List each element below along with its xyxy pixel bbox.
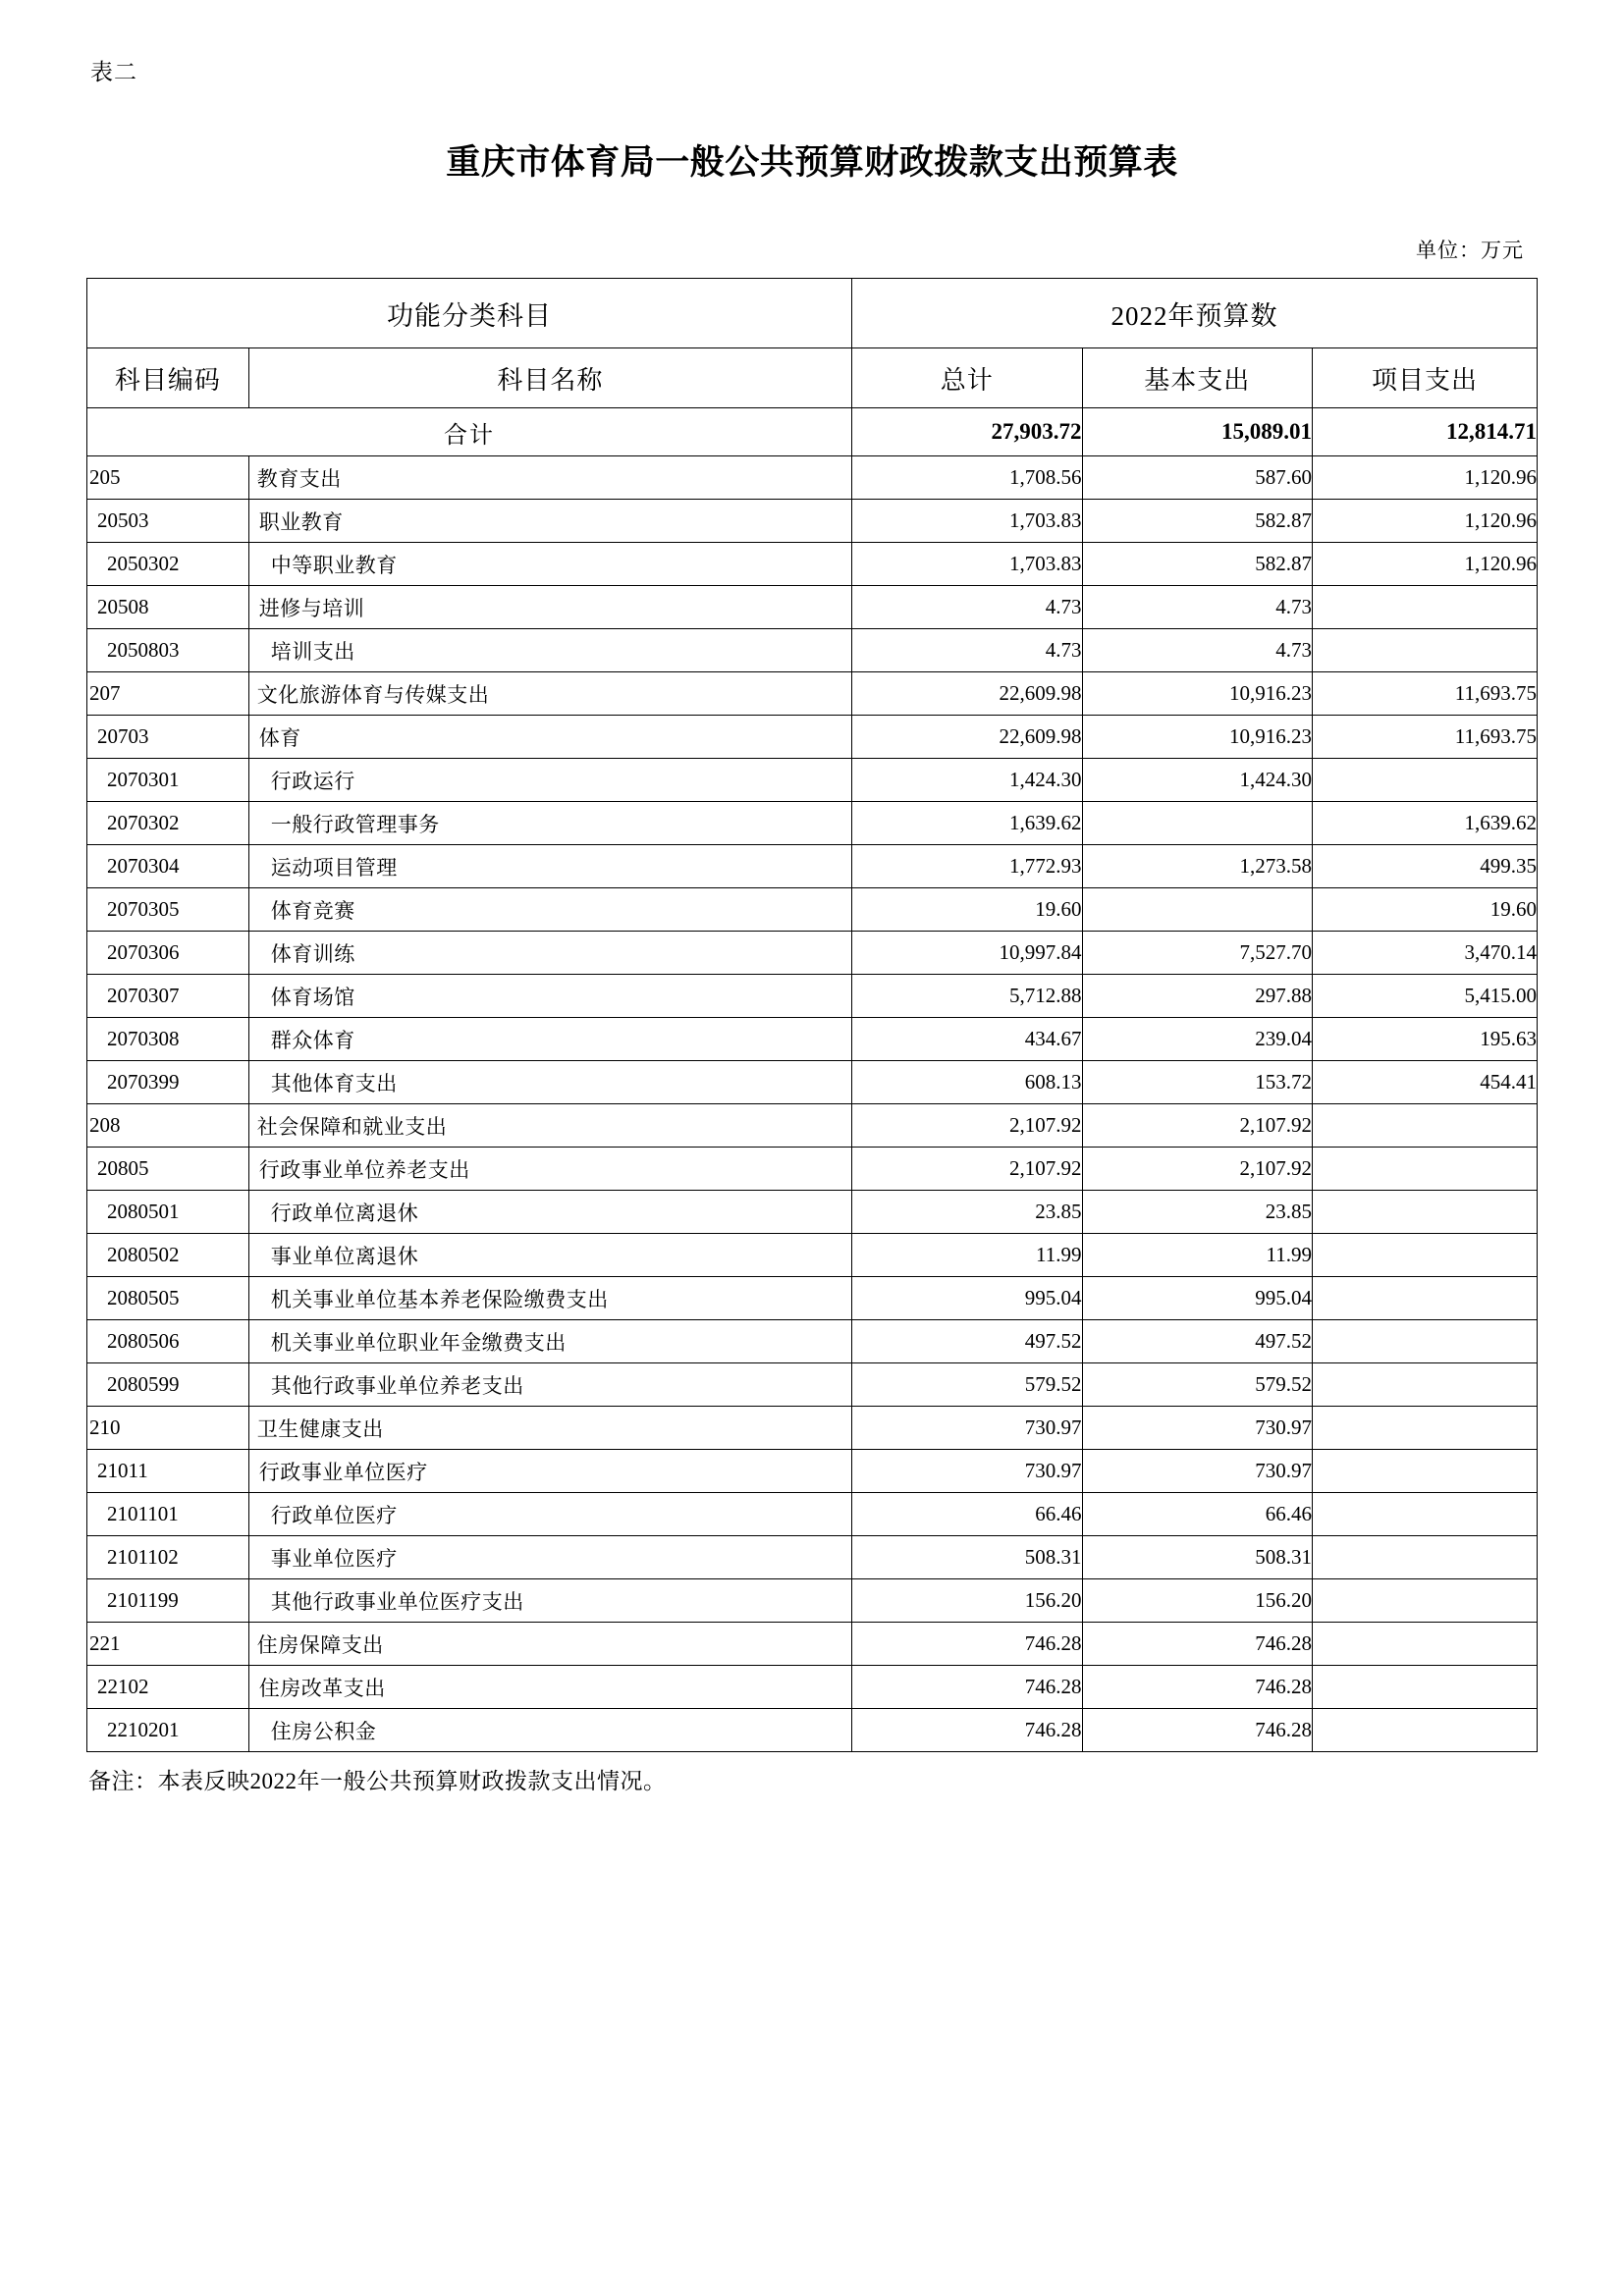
cell-total-value: 746.28 xyxy=(851,1623,1082,1666)
cell-total-value: 1,772.93 xyxy=(851,845,1082,888)
table-row xyxy=(87,1536,1538,1579)
cell-subject-code: 205 xyxy=(87,456,249,500)
cell-project-value xyxy=(1313,1536,1538,1579)
cell-subject-code: 2070399 xyxy=(87,1061,249,1104)
cell-subject-code: 207 xyxy=(87,672,249,716)
table-row-grand-total xyxy=(87,408,1538,456)
cell-total-value: 19.60 xyxy=(851,888,1082,932)
cell-total-value: 497.52 xyxy=(851,1320,1082,1363)
cell-project-value xyxy=(1313,1709,1538,1752)
table-row xyxy=(87,1234,1538,1277)
cell-total-value: 22,609.98 xyxy=(851,716,1082,759)
table-row xyxy=(87,975,1538,1018)
cell-total-value: 2,107.92 xyxy=(851,1148,1082,1191)
cell-subject-name: 体育场馆 xyxy=(248,975,851,1018)
cell-subject-name: 机关事业单位基本养老保险缴费支出 xyxy=(248,1277,851,1320)
cell-project-value xyxy=(1313,1277,1538,1320)
cell-total-value: 746.28 xyxy=(851,1666,1082,1709)
cell-project-value xyxy=(1313,1579,1538,1623)
cell-project-value xyxy=(1313,629,1538,672)
cell-subject-code: 2070307 xyxy=(87,975,249,1018)
cell-project-value xyxy=(1313,1191,1538,1234)
cell-subject-name: 其他体育支出 xyxy=(248,1061,851,1104)
cell-subject-name: 体育训练 xyxy=(248,932,851,975)
cell-subject-name: 体育 xyxy=(248,716,851,759)
cell-project-value xyxy=(1313,586,1538,629)
cell-basic-value: 497.52 xyxy=(1082,1320,1313,1363)
header-budget-year: 2022年预算数 xyxy=(851,279,1537,348)
table-row xyxy=(87,629,1538,672)
cell-subject-code: 2101101 xyxy=(87,1493,249,1536)
cell-project-value xyxy=(1313,1104,1538,1148)
table-row xyxy=(87,759,1538,802)
cell-project-value xyxy=(1313,1363,1538,1407)
table-row xyxy=(87,1191,1538,1234)
cell-basic-value: 239.04 xyxy=(1082,1018,1313,1061)
cell-basic-value: 153.72 xyxy=(1082,1061,1313,1104)
table-header-sub-row xyxy=(87,348,1538,408)
cell-subject-code: 221 xyxy=(87,1623,249,1666)
cell-basic-value: 66.46 xyxy=(1082,1493,1313,1536)
table-row xyxy=(87,1579,1538,1623)
cell-subject-code: 2101102 xyxy=(87,1536,249,1579)
table-row xyxy=(87,1407,1538,1450)
cell-basic-value: 730.97 xyxy=(1082,1450,1313,1493)
header-total: 总计 xyxy=(851,348,1082,408)
table-row xyxy=(87,1320,1538,1363)
cell-subject-code: 2070304 xyxy=(87,845,249,888)
cell-basic-value: 995.04 xyxy=(1082,1277,1313,1320)
cell-subject-code: 210 xyxy=(87,1407,249,1450)
cell-subject-code: 2070301 xyxy=(87,759,249,802)
cell-basic-value: 587.60 xyxy=(1082,456,1313,500)
table-row xyxy=(87,456,1538,500)
cell-basic-value: 1,424.30 xyxy=(1082,759,1313,802)
cell-subject-code: 2080505 xyxy=(87,1277,249,1320)
cell-subject-code: 208 xyxy=(87,1104,249,1148)
cell-basic-value: 1,273.58 xyxy=(1082,845,1313,888)
cell-subject-name: 行政事业单位医疗 xyxy=(248,1450,851,1493)
cell-basic-value: 4.73 xyxy=(1082,586,1313,629)
cell-subject-name: 行政单位离退休 xyxy=(248,1191,851,1234)
cell-total-value: 730.97 xyxy=(851,1407,1082,1450)
cell-project-value xyxy=(1313,1623,1538,1666)
cell-total-value: 1,639.62 xyxy=(851,802,1082,845)
table-row xyxy=(87,586,1538,629)
cell-basic-value: 582.87 xyxy=(1082,500,1313,543)
cell-basic-value: 508.31 xyxy=(1082,1536,1313,1579)
cell-total-value: 730.97 xyxy=(851,1450,1082,1493)
cell-subject-code: 21011 xyxy=(87,1450,249,1493)
table-row xyxy=(87,1061,1538,1104)
cell-total-value: 995.04 xyxy=(851,1277,1082,1320)
cell-basic-value: 746.28 xyxy=(1082,1709,1313,1752)
budget-expenditure-table xyxy=(86,278,1538,1752)
cell-subject-name: 行政单位医疗 xyxy=(248,1493,851,1536)
header-function-classification: 功能分类科目 xyxy=(87,279,852,348)
cell-total-value: 579.52 xyxy=(851,1363,1082,1407)
cell-subject-name: 住房公积金 xyxy=(248,1709,851,1752)
cell-total-value: 66.46 xyxy=(851,1493,1082,1536)
table-number-label: 表二 xyxy=(90,60,137,84)
cell-project-value xyxy=(1313,1234,1538,1277)
cell-total-value: 11.99 xyxy=(851,1234,1082,1277)
cell-subject-name: 运动项目管理 xyxy=(248,845,851,888)
cell-basic-value: 297.88 xyxy=(1082,975,1313,1018)
cell-subject-name: 行政事业单位养老支出 xyxy=(248,1148,851,1191)
cell-project-value: 499.35 xyxy=(1313,845,1538,888)
cell-total-value: 156.20 xyxy=(851,1579,1082,1623)
cell-total-value: 1,703.83 xyxy=(851,500,1082,543)
cell-total-value: 1,708.56 xyxy=(851,456,1082,500)
cell-total-value: 10,997.84 xyxy=(851,932,1082,975)
cell-subject-name: 其他行政事业单位医疗支出 xyxy=(248,1579,851,1623)
cell-subject-code: 2050803 xyxy=(87,629,249,672)
cell-basic-value: 11.99 xyxy=(1082,1234,1313,1277)
cell-project-value: 11,693.75 xyxy=(1313,672,1538,716)
table-row xyxy=(87,845,1538,888)
cell-basic-value: 10,916.23 xyxy=(1082,716,1313,759)
cell-project-value: 11,693.75 xyxy=(1313,716,1538,759)
cell-subject-code: 2101199 xyxy=(87,1579,249,1623)
table-row xyxy=(87,1104,1538,1148)
table-row xyxy=(87,1450,1538,1493)
cell-subject-name: 体育竞赛 xyxy=(248,888,851,932)
cell-subject-name: 事业单位医疗 xyxy=(248,1536,851,1579)
cell-subject-name: 培训支出 xyxy=(248,629,851,672)
cell-project-value: 1,120.96 xyxy=(1313,543,1538,586)
cell-project-value: 3,470.14 xyxy=(1313,932,1538,975)
cell-subject-code: 2050302 xyxy=(87,543,249,586)
cell-subject-name: 进修与培训 xyxy=(248,586,851,629)
table-header xyxy=(87,279,1538,408)
cell-subject-name: 卫生健康支出 xyxy=(248,1407,851,1450)
cell-subject-name: 机关事业单位职业年金缴费支出 xyxy=(248,1320,851,1363)
cell-basic-value: 2,107.92 xyxy=(1082,1104,1313,1148)
cell-project-value: 195.63 xyxy=(1313,1018,1538,1061)
cell-total-value: 4.73 xyxy=(851,586,1082,629)
header-subject-name: 科目名称 xyxy=(248,348,851,408)
cell-total-value: 5,712.88 xyxy=(851,975,1082,1018)
cell-subject-name: 文化旅游体育与传媒支出 xyxy=(248,672,851,716)
cell-total-value: 508.31 xyxy=(851,1536,1082,1579)
cell-project-value xyxy=(1313,1148,1538,1191)
cell-project-value: 1,120.96 xyxy=(1313,456,1538,500)
table-footnote: 备注：本表反映2022年一般公共预算财政拨款支出情况。 xyxy=(88,1769,667,1794)
cell-project-value xyxy=(1313,1320,1538,1363)
cell-subject-name: 事业单位离退休 xyxy=(248,1234,851,1277)
grand-total-value: 27,903.72 xyxy=(851,408,1082,456)
cell-subject-code: 2070302 xyxy=(87,802,249,845)
cell-subject-name: 其他行政事业单位养老支出 xyxy=(248,1363,851,1407)
cell-basic-value: 746.28 xyxy=(1082,1666,1313,1709)
table-row xyxy=(87,1363,1538,1407)
cell-project-value: 1,639.62 xyxy=(1313,802,1538,845)
cell-subject-name: 住房改革支出 xyxy=(248,1666,851,1709)
table-row xyxy=(87,500,1538,543)
cell-subject-code: 20805 xyxy=(87,1148,249,1191)
table-body xyxy=(87,408,1538,1752)
cell-subject-code: 22102 xyxy=(87,1666,249,1709)
page-title: 重庆市体育局一般公共预算财政拨款支出预算表 xyxy=(446,142,1178,182)
cell-project-value: 1,120.96 xyxy=(1313,500,1538,543)
cell-subject-code: 2080506 xyxy=(87,1320,249,1363)
table-row xyxy=(87,672,1538,716)
header-basic-expenditure: 基本支出 xyxy=(1082,348,1313,408)
cell-subject-name: 教育支出 xyxy=(248,456,851,500)
cell-subject-code: 20503 xyxy=(87,500,249,543)
cell-basic-value xyxy=(1082,802,1313,845)
grand-total-project-value: 12,814.71 xyxy=(1313,408,1538,456)
unit-note: 单位：万元 xyxy=(1416,239,1524,263)
table-row xyxy=(87,1018,1538,1061)
cell-total-value: 1,424.30 xyxy=(851,759,1082,802)
cell-subject-code: 20703 xyxy=(87,716,249,759)
cell-subject-code: 2080502 xyxy=(87,1234,249,1277)
cell-basic-value: 746.28 xyxy=(1082,1623,1313,1666)
table-row xyxy=(87,802,1538,845)
cell-basic-value: 7,527.70 xyxy=(1082,932,1313,975)
table-row xyxy=(87,1148,1538,1191)
cell-subject-code: 2070308 xyxy=(87,1018,249,1061)
cell-project-value xyxy=(1313,1666,1538,1709)
cell-project-value xyxy=(1313,1407,1538,1450)
table-row xyxy=(87,1709,1538,1752)
cell-subject-code: 2070305 xyxy=(87,888,249,932)
cell-basic-value: 4.73 xyxy=(1082,629,1313,672)
cell-subject-name: 中等职业教育 xyxy=(248,543,851,586)
header-project-expenditure: 项目支出 xyxy=(1313,348,1538,408)
cell-total-value: 608.13 xyxy=(851,1061,1082,1104)
table-row xyxy=(87,716,1538,759)
cell-project-value: 5,415.00 xyxy=(1313,975,1538,1018)
cell-total-value: 4.73 xyxy=(851,629,1082,672)
cell-subject-code: 2080599 xyxy=(87,1363,249,1407)
grand-total-basic-value: 15,089.01 xyxy=(1082,408,1313,456)
cell-basic-value: 10,916.23 xyxy=(1082,672,1313,716)
cell-basic-value: 23.85 xyxy=(1082,1191,1313,1234)
cell-project-value xyxy=(1313,1450,1538,1493)
cell-project-value xyxy=(1313,1493,1538,1536)
table-row xyxy=(87,1666,1538,1709)
table-row xyxy=(87,1623,1538,1666)
cell-total-value: 1,703.83 xyxy=(851,543,1082,586)
cell-total-value: 23.85 xyxy=(851,1191,1082,1234)
cell-total-value: 434.67 xyxy=(851,1018,1082,1061)
cell-total-value: 22,609.98 xyxy=(851,672,1082,716)
cell-total-value: 2,107.92 xyxy=(851,1104,1082,1148)
cell-subject-code: 2070306 xyxy=(87,932,249,975)
table-header-group-row xyxy=(87,279,1538,348)
header-subject-code: 科目编码 xyxy=(87,348,249,408)
cell-basic-value xyxy=(1082,888,1313,932)
grand-total-label: 合计 xyxy=(87,408,852,456)
cell-basic-value: 156.20 xyxy=(1082,1579,1313,1623)
cell-subject-name: 一般行政管理事务 xyxy=(248,802,851,845)
table-row xyxy=(87,543,1538,586)
table-row xyxy=(87,1277,1538,1320)
cell-subject-code: 2210201 xyxy=(87,1709,249,1752)
cell-subject-name: 群众体育 xyxy=(248,1018,851,1061)
cell-subject-code: 20508 xyxy=(87,586,249,629)
cell-total-value: 746.28 xyxy=(851,1709,1082,1752)
cell-subject-code: 2080501 xyxy=(87,1191,249,1234)
cell-basic-value: 579.52 xyxy=(1082,1363,1313,1407)
cell-subject-name: 社会保障和就业支出 xyxy=(248,1104,851,1148)
cell-subject-name: 住房保障支出 xyxy=(248,1623,851,1666)
cell-subject-name: 职业教育 xyxy=(248,500,851,543)
cell-project-value xyxy=(1313,759,1538,802)
cell-basic-value: 582.87 xyxy=(1082,543,1313,586)
cell-basic-value: 2,107.92 xyxy=(1082,1148,1313,1191)
table-row xyxy=(87,932,1538,975)
cell-basic-value: 730.97 xyxy=(1082,1407,1313,1450)
table-row xyxy=(87,1493,1538,1536)
cell-project-value: 19.60 xyxy=(1313,888,1538,932)
table-row xyxy=(87,888,1538,932)
cell-subject-name: 行政运行 xyxy=(248,759,851,802)
cell-project-value: 454.41 xyxy=(1313,1061,1538,1104)
